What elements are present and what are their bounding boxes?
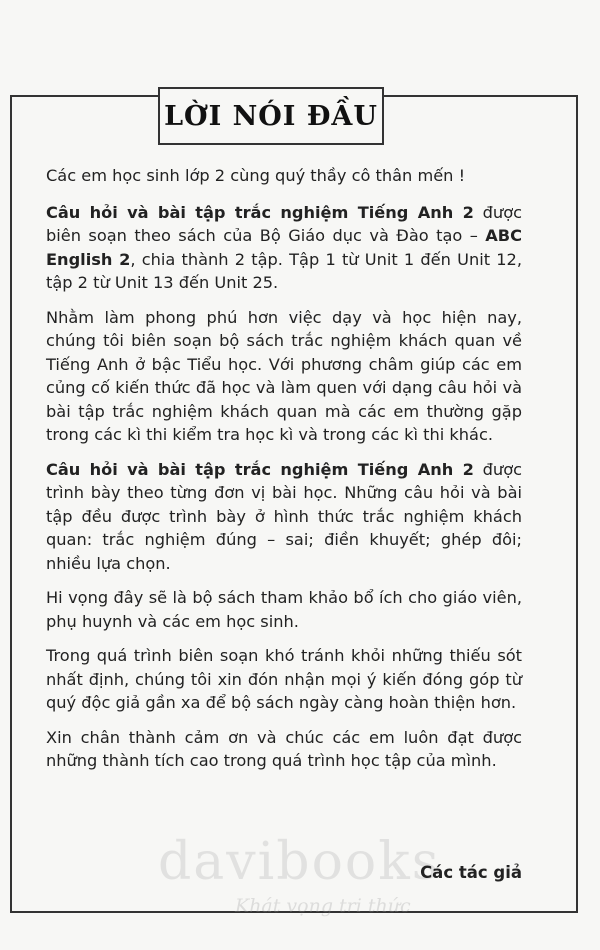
watermark-brand: davibooks (158, 832, 441, 892)
paragraph-2: Nhằm làm phong phú hơn việc dạy và học hiện nay, chúng tôi biên soạn bộ sách trắc nghiệm khách quan về Tiếng Anh ở bậc Tiểu học. Với phương châm giúp các em củng cố kiến thức đã học và làm quen với dạng câu hỏi và bài tập trắc nghiệm khách quan mà các em thường gặp trong các kì thi kiểm tra học kì và trong các kì thi khác. (46, 307, 522, 444)
title-box (158, 87, 384, 145)
greeting: Các em học sinh lớp 2 cùng quý thầy cô thân mến ! (46, 166, 466, 185)
paragraph-4: Hi vọng đây sẽ là bộ sách tham khảo bổ ích cho giáo viên, phụ huynh và các em học sinh. (46, 588, 522, 631)
watermark-slogan: Khát vọng tri thức (235, 895, 411, 917)
book-title-bold: Câu hỏi và bài tập trắc nghiệm Tiếng Anh 2 (46, 459, 474, 479)
preface-body (46, 164, 522, 784)
book-title-bold: Câu hỏi và bài tập trắc nghiệm Tiếng Anh 2 (46, 202, 474, 222)
paragraph-1: Câu hỏi và bài tập trắc nghiệm Tiếng Anh 2 được biên soạn theo sách của Bộ Giáo dục và Đào tạo – ABC English 2, chia thành 2 tập. Tập 1 từ Unit 1 đến Unit 12, tập 2 từ Unit 13 đến Unit 25. (46, 202, 522, 292)
author-signature: Các tác giả (420, 863, 522, 882)
abc-english-bold: ABC English 2 (46, 226, 522, 269)
paragraph-5: Trong quá trình biên soạn khó tránh khỏi những thiếu sót nhất định, chúng tôi xin đón nhận mọi ý kiến đóng góp từ quý độc giả gần xa để bộ sách ngày càng hoàn thiện hơn. (46, 646, 522, 712)
paragraph-6: Xin chân thành cảm ơn và chúc các em luôn đạt được những thành tích cao trong quá trình học tập của mình. (46, 727, 522, 770)
page-title: LỜI NÓI ĐẦU (164, 100, 378, 132)
paragraph-3: Câu hỏi và bài tập trắc nghiệm Tiếng Anh 2 được trình bày theo từng đơn vị bài học. Những câu hỏi và bài tập đều được trình bày ở hình thức trắc nghiệm khách quan: trắc nghiệm đúng – sai; điền khuyết; ghép đôi; nhiều lựa chọn. (46, 459, 522, 573)
